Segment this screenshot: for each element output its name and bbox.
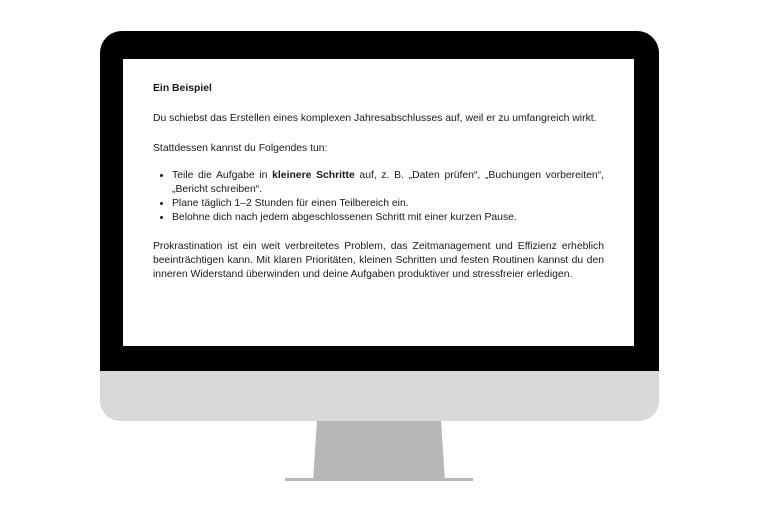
step-1-bold-text: kleinere Schritte — [272, 170, 355, 181]
list-item: • Belohne dich nach jedem abgeschlossenen Schritt mit einer kurzen Pause. — [172, 211, 604, 225]
step-1-text-after: auf, z. B. „Daten prüfen“, „Buchungen vorbereiten“, „Bericht schreiben“. — [172, 170, 605, 195]
monitor — [100, 31, 659, 421]
step-1-text-before: Teile die Aufgabe in — [172, 170, 273, 181]
list-item — [172, 169, 604, 197]
conclusion-paragraph: Prokrastination ist ein weit verbreitetes Problem, das Zeitmanagement und Effizienz erheblich beeinträchtigen kann. Mit klaren Prioritäten, kleinen Schritten und festen Routinen kannst du den inneren Widerstand überwinden und deine Aufgaben produktiver und stressfreier erledigen. — [153, 241, 604, 280]
intro-paragraph: Du schiebst das Erstellen eines komplexen Jahresabschlusses auf, weil er zu umfangreich wirkt. — [153, 113, 597, 124]
monitor-chin — [100, 371, 659, 421]
monitor-screen — [123, 59, 634, 346]
steps-list — [153, 169, 604, 225]
list-item: • Plane täglich 1–2 Stunden für einen Teilbereich ein. — [172, 197, 604, 211]
example-title: Ein Beispiel — [153, 83, 212, 94]
monitor-base — [285, 478, 473, 481]
monitor-stand — [313, 421, 445, 481]
instead-paragraph: Stattdessen kannst du Folgendes tun: — [153, 143, 328, 154]
monitor-bezel — [100, 31, 659, 371]
